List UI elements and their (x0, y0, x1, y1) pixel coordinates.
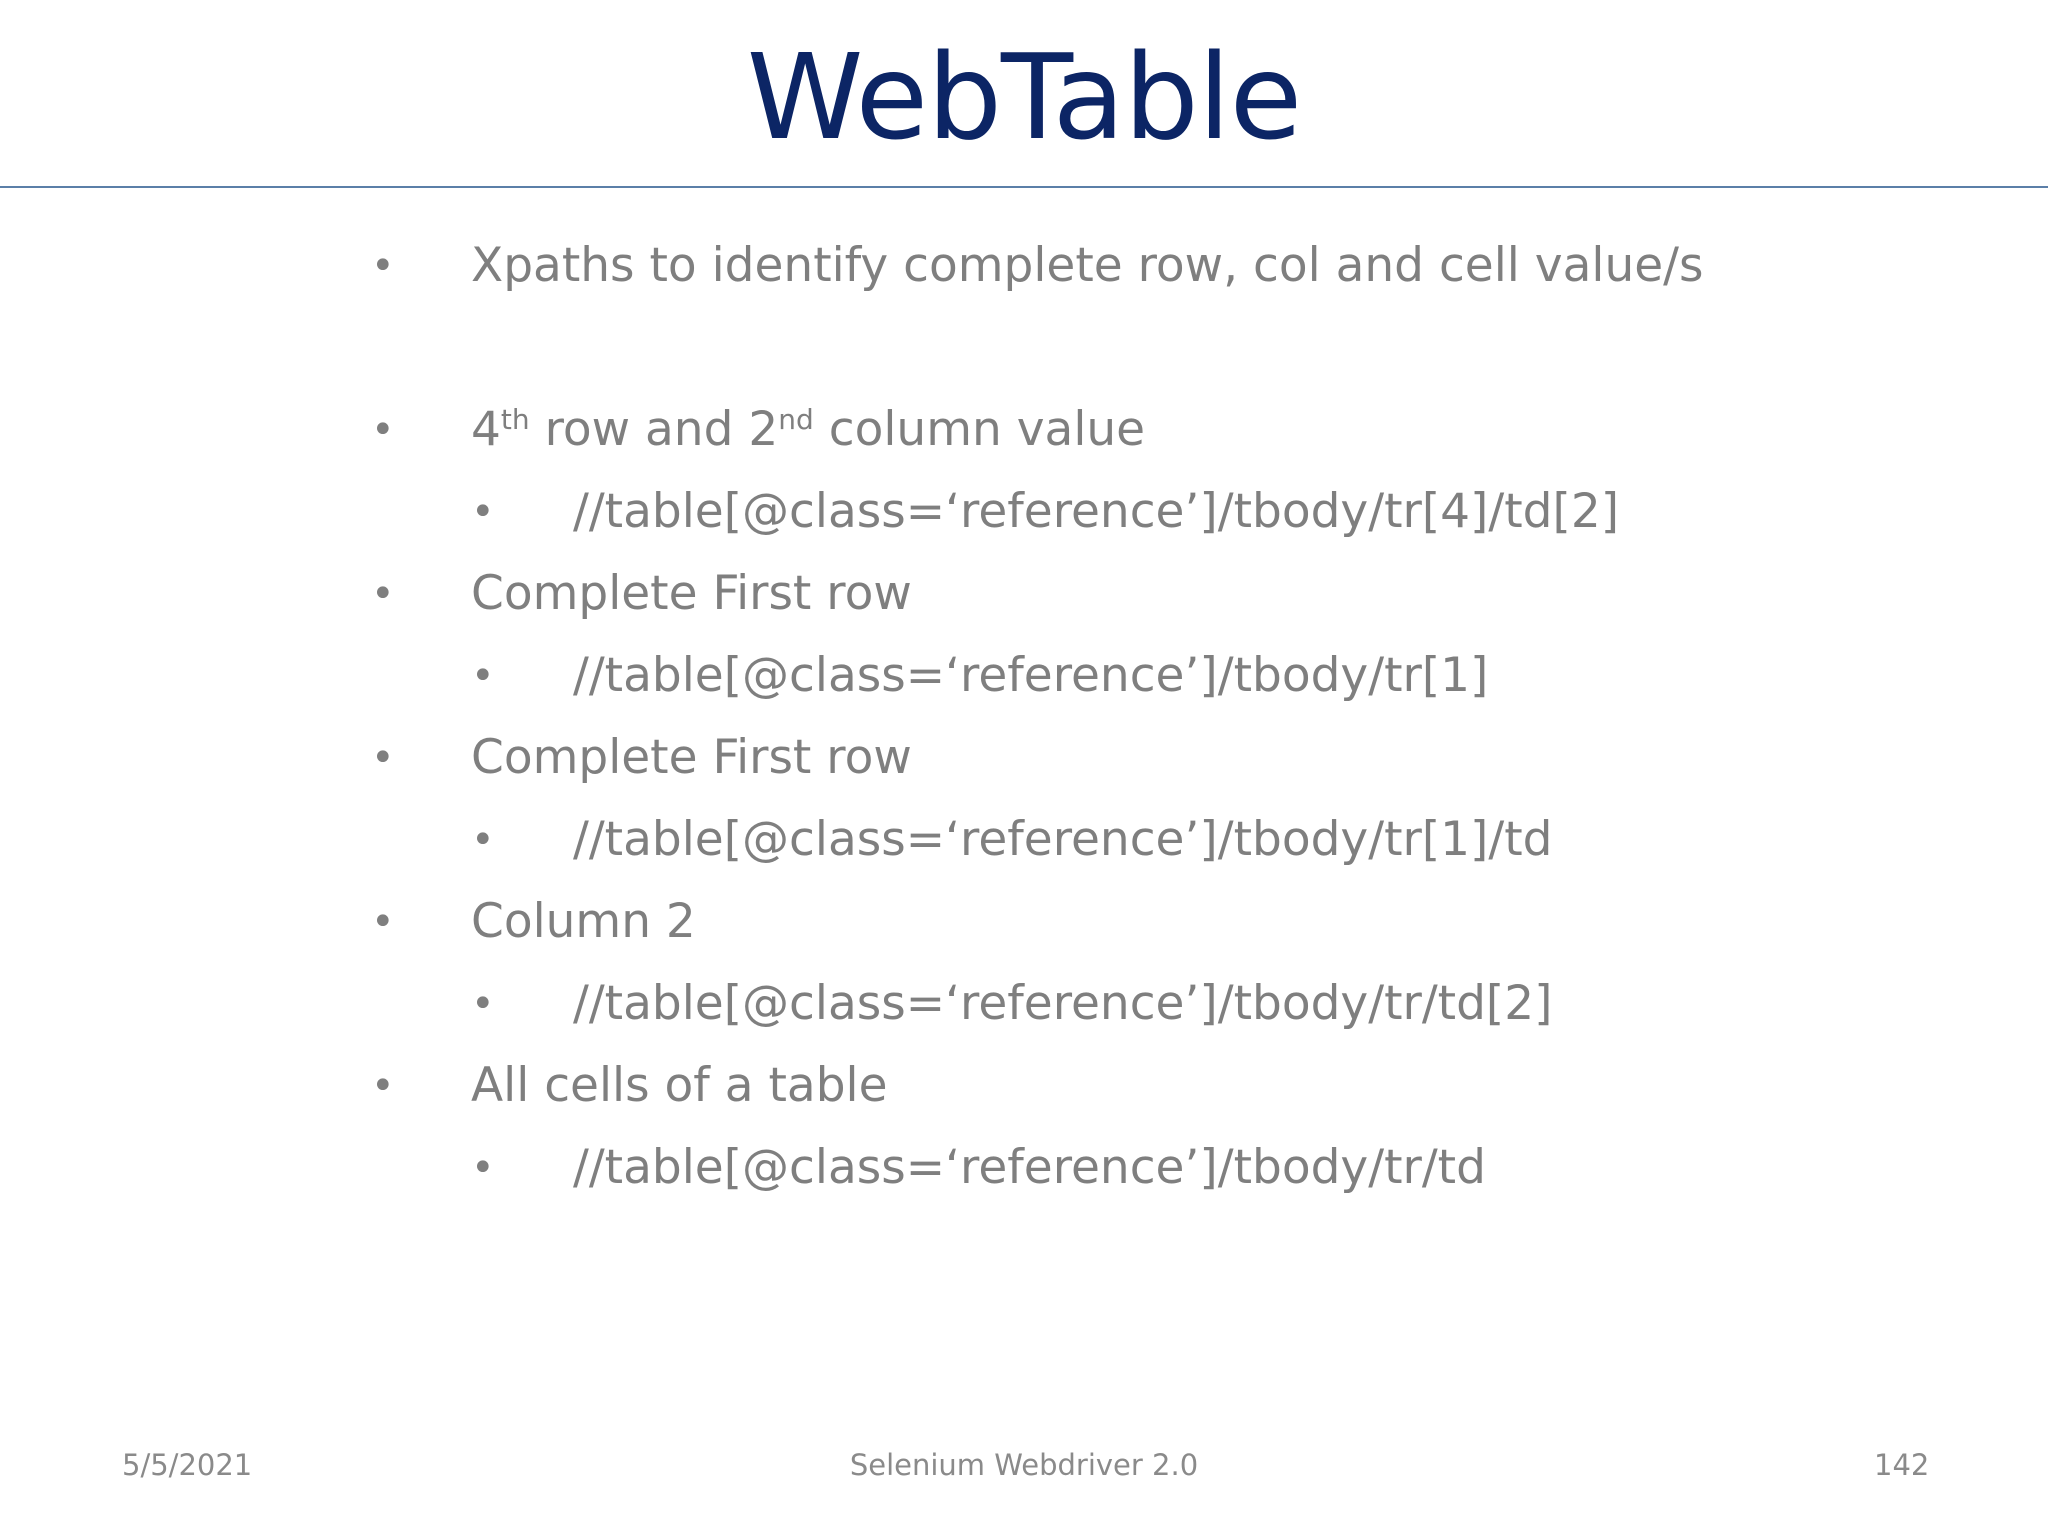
bullet-dot-icon: • (471, 817, 495, 863)
bullet-text: Xpaths to identify complete row, col and cell value/s (471, 238, 1704, 293)
bullet-text: Complete First row (471, 566, 912, 621)
bullet-item (371, 1056, 888, 1116)
xpath-text: //table[@class=‘reference’]/tbody/tr/td (573, 1140, 1486, 1195)
bullet-text: All cells of a table (471, 1058, 888, 1113)
bullet-text: column value (813, 402, 1146, 457)
sub-bullet-item (471, 482, 1620, 542)
bullet-dot-icon: • (471, 489, 495, 535)
bullet-item (371, 400, 1146, 460)
bullet-item (371, 728, 912, 788)
bullet-dot-icon: • (371, 899, 395, 945)
bullet-text: row and 2 (529, 402, 779, 457)
xpath-text: //table[@class=‘reference’]/tbody/tr[1] (573, 648, 1489, 703)
bullet-dot-icon: • (371, 735, 395, 781)
slide-title: WebTable (746, 28, 1302, 166)
bullet-text: Column 2 (471, 894, 696, 949)
bullet-text: Complete First row (471, 730, 912, 785)
sub-bullet-item (471, 1138, 1486, 1198)
sub-bullet-item (471, 974, 1553, 1034)
footer-title: Selenium Webdriver 2.0 (849, 1448, 1199, 1482)
bullet-dot-icon: • (471, 1145, 495, 1191)
bullet-dot-icon: • (371, 407, 395, 453)
bullet-item (371, 564, 912, 624)
bullet-item (371, 236, 1704, 296)
bullet-dot-icon: • (371, 1063, 395, 1109)
ordinal-suffix: nd (778, 403, 814, 436)
bullet-dot-icon: • (371, 243, 395, 289)
bullet-text-number: 4 (471, 402, 501, 457)
bullet-dot-icon: • (471, 981, 495, 1027)
sub-bullet-item (471, 646, 1489, 706)
xpath-text: //table[@class=‘reference’]/tbody/tr[4]/td[2] (573, 484, 1620, 539)
xpath-text: //table[@class=‘reference’]/tbody/tr[1]/td (573, 812, 1553, 867)
bullet-item (371, 892, 696, 952)
footer-date: 5/5/2021 (122, 1448, 253, 1482)
page-number: 142 (1874, 1448, 1930, 1482)
xpath-text: //table[@class=‘reference’]/tbody/tr/td[2] (573, 976, 1553, 1031)
sub-bullet-item (471, 810, 1553, 870)
ordinal-suffix: th (500, 403, 530, 436)
bullet-dot-icon: • (371, 571, 395, 617)
bullet-dot-icon: • (471, 653, 495, 699)
